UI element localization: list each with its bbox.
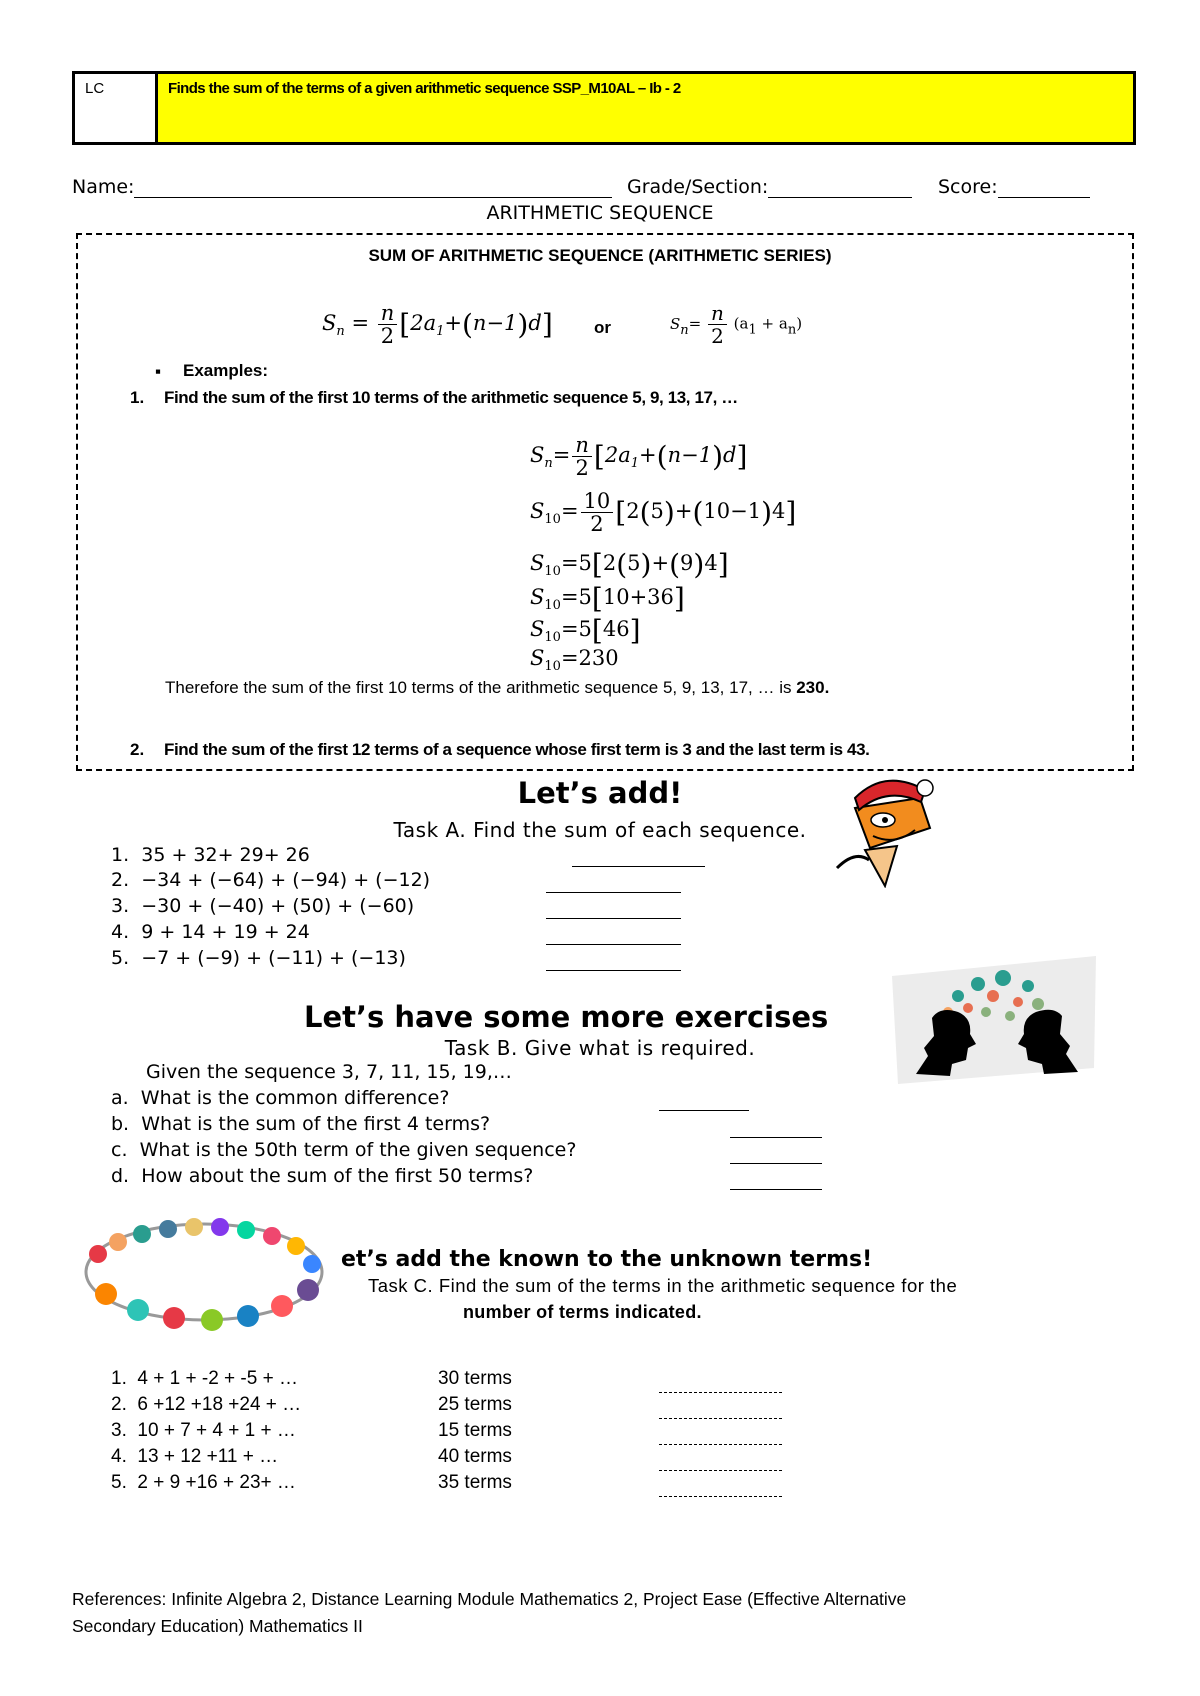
task-b-item-b: b. What is the sum of the first 4 terms? [111,1113,491,1135]
task-c-heading: et’s add the known to the unknown terms! [341,1247,873,1272]
example-1-question: Find the sum of the first 10 terms of the arithmetic sequence 5, 9, 13, 17, … [164,388,738,407]
or-label: or [594,318,611,337]
task-c-answer-2[interactable] [659,1418,782,1419]
lc-label: LC [75,74,158,142]
task-c-terms-1: 30 terms [438,1368,512,1389]
task-c-title-line-1: Task C. Find the sum of the terms in the arithmetic sequence for the [368,1275,958,1296]
score-field[interactable] [938,176,1090,198]
solution-step-5: $S_{10}=5[46]$ [530,614,641,647]
task-c-answer-5[interactable] [659,1496,782,1497]
task-a-answer-3[interactable] [546,918,681,919]
sum-formula-1: $S_n$ = $\frac{n}{2}$ $[2a_1+(n-1)d]$ [322,301,553,348]
task-a-item-3: 3. −30 + (−40) + (50) + (−60) [111,895,415,917]
page-title: ARITHMETIC SEQUENCE [486,202,714,224]
task-b-answer-d[interactable] [730,1189,822,1190]
task-c-terms-4: 40 terms [438,1446,512,1467]
task-b-item-a: a. What is the common difference? [111,1087,450,1109]
people-circle-image [76,1202,332,1344]
references-line-2: Secondary Education) Mathematics II [72,1616,363,1636]
name-field[interactable] [72,176,612,198]
task-b-title: Task B. Give what is required. [444,1036,756,1060]
task-a-answer-2[interactable] [546,892,681,893]
task-a-item-4: 4. 9 + 14 + 19 + 24 [111,921,310,943]
solution-step-2: $S_{10}=$ $\frac{10}{2}$ [2(5)+(10−1)4] [530,489,797,536]
task-b-given: Given the sequence 3, 7, 11, 15, 19,… [146,1061,512,1083]
grade-section-label: Grade/Section: [627,176,769,198]
task-a-item-5: 5. −7 + (−9) + (−11) + (−13) [111,947,406,969]
task-c-title-line-2: number of terms indicated. [463,1302,702,1322]
task-c-answer-3[interactable] [659,1444,782,1445]
solution-step-3: $S_{10}=5[2(5)+(9)4]$ [530,548,729,581]
example-1-conclusion: Therefore the sum of the first 10 terms of the arithmetic sequence 5, 9, 13, 17, … is 230. [165,678,830,697]
solution-step-6: $S_{10}=230$ [530,646,619,674]
pencil-cartoon-image [825,768,955,888]
task-b-answer-b[interactable] [730,1137,822,1138]
task-c-terms-3: 15 terms [438,1420,512,1441]
grade-section-field[interactable] [627,176,912,198]
examples-label: Examples: [183,361,269,380]
solution-step-4: $S_{10}=5[10+36]$ [530,582,685,615]
task-c-answer-1[interactable] [659,1392,782,1393]
task-b-answer-a[interactable] [659,1110,749,1111]
task-b-answer-c[interactable] [730,1163,822,1164]
example-2-number: 2. [130,740,145,759]
task-a-title: Task A. Find the sum of each sequence. [393,818,807,842]
task-c-item-3: 3. 10 + 7 + 4 + 1 + … [111,1420,296,1441]
task-a-item-1: 1. 35 + 32+ 29+ 26 [111,844,310,866]
task-c-item-1: 1. 4 + 1 + -2 + -5 + … [111,1368,298,1389]
task-c-item-5: 5. 2 + 9 +16 + 23+ … [111,1472,296,1493]
task-b-heading: Let’s have some more exercises [304,1000,829,1034]
references-line-1: References: Infinite Algebra 2, Distance Learning Module Mathematics 2, Project Ease (Effective Alternative [72,1589,907,1609]
solution-step-1: $S_n=$ $\frac{n}{2}$ $[2a_1+(n-1)d]$ [530,433,748,480]
task-a-answer-1[interactable] [572,866,705,867]
task-a-answer-5[interactable] [546,970,681,971]
examples-bullet: ▪ [155,362,162,381]
task-a-item-2: 2. −34 + (−64) + (−94) + (−12) [111,869,431,891]
box-title: SUM OF ARITHMETIC SEQUENCE (ARITHMETIC SERIES) [368,246,832,265]
task-a-heading: Let’s add! [517,776,683,810]
task-c-terms-2: 25 terms [438,1394,512,1415]
score-label: Score: [938,176,998,198]
name-label: Name: [72,176,135,198]
task-c-terms-5: 35 terms [438,1472,512,1493]
task-c-item-2: 2. 6 +12 +18 +24 + … [111,1394,302,1415]
lc-table [72,71,1136,145]
task-c-item-4: 4. 13 + 12 +11 + … [111,1446,279,1467]
task-b-item-d: d. How about the sum of the first 50 terms? [111,1165,534,1187]
lc-description: Finds the sum of the terms of a given arithmetic sequence SSP_M10AL – Ib - 2 [158,74,1133,142]
thinking-heads-image [888,956,1100,1086]
example-2-question: Find the sum of the first 12 terms of a sequence whose first term is 3 and the last term is 43. [164,740,870,759]
task-c-answer-4[interactable] [659,1470,782,1471]
task-b-item-c: c. What is the 50th term of the given sequence? [111,1139,577,1161]
sum-formula-2: Sn= $\frac{n}{2}$ (a1 + an) [670,301,803,348]
task-a-answer-4[interactable] [546,944,681,945]
example-1-number: 1. [130,388,145,407]
